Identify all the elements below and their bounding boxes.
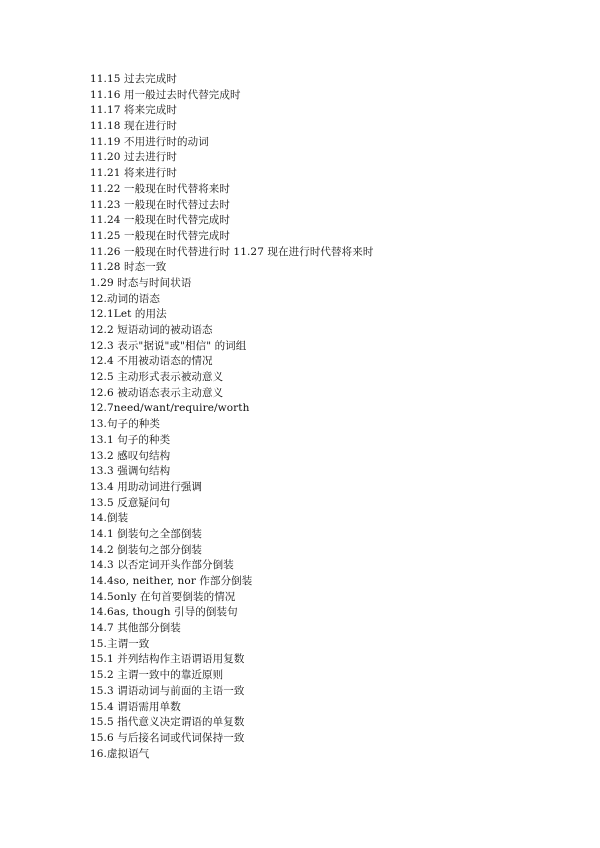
toc-line: 15.主谓一致 bbox=[90, 637, 150, 650]
toc-line: 12.动词的语态 bbox=[90, 292, 160, 305]
toc-line: 13.2 感叹句结构 bbox=[90, 449, 171, 462]
toc-line: 13.句子的种类 bbox=[90, 418, 160, 431]
toc-line: 15.1 并列结构作主语谓语用复数 bbox=[90, 653, 245, 666]
toc-line: 12.5 主动形式表示被动意义 bbox=[90, 371, 224, 384]
toc-line: 11.15 过去完成时 bbox=[90, 73, 177, 85]
table-of-contents bbox=[90, 72, 373, 762]
toc-line: 14.3 以否定词开头作部分倒装 bbox=[90, 559, 234, 572]
toc-line: 11.24 一般现在时代替完成时 bbox=[90, 214, 230, 227]
toc-line: 11.26 一般现在时代替进行时 11.27 现在进行时代替将来时 bbox=[90, 245, 374, 258]
toc-line: 16.虚拟语气 bbox=[90, 747, 150, 760]
toc-line: 12.6 被动语态表示主动意义 bbox=[90, 386, 224, 399]
toc-line: 15.3 谓语动词与前面的主语一致 bbox=[90, 684, 245, 697]
toc-line: 14.4so, neither, nor 作部分倒装 bbox=[90, 575, 253, 587]
toc-line: 12.4 不用被动语态的情况 bbox=[90, 355, 213, 368]
toc-line: 13.5 反意疑问句 bbox=[90, 496, 171, 509]
toc-line: 11.21 将来进行时 bbox=[90, 167, 177, 180]
toc-line: 11.16 用一般过去时代替完成时 bbox=[90, 88, 241, 101]
toc-line: 14.倒装 bbox=[90, 512, 129, 525]
toc-line: 14.7 其他部分倒装 bbox=[90, 622, 181, 635]
toc-line: 14.6as, though 引导的倒装句 bbox=[90, 606, 238, 619]
toc-line: 12.1Let 的用法 bbox=[90, 308, 167, 321]
toc-line: 11.18 现在进行时 bbox=[90, 120, 177, 133]
toc-line: 12.7need/want/require/worth bbox=[90, 402, 250, 415]
toc-line: 1.29 时态与时间状语 bbox=[90, 276, 192, 289]
toc-line: 11.28 时态一致 bbox=[90, 261, 167, 274]
toc-line: 12.2 短语动词的被动语态 bbox=[90, 324, 213, 336]
toc-line: 13.1 句子的种类 bbox=[90, 433, 171, 446]
toc-line: 14.5only 在句首要倒装的情况 bbox=[90, 590, 236, 603]
toc-line: 14.1 倒装句之全部倒装 bbox=[90, 527, 203, 540]
toc-line: 11.17 将来完成时 bbox=[90, 104, 177, 117]
toc-line: 15.4 谓语需用单数 bbox=[90, 700, 181, 713]
toc-line: 11.20 过去进行时 bbox=[90, 151, 177, 164]
toc-line: 13.4 用助动词进行强调 bbox=[90, 480, 203, 493]
toc-line: 12.3 表示"据说"或"相信" 的词组 bbox=[90, 339, 247, 352]
toc-line: 11.19 不用进行时的动词 bbox=[90, 135, 209, 148]
toc-line: 15.6 与后接名词或代词保持一致 bbox=[90, 731, 245, 744]
toc-line: 14.2 倒装句之部分倒装 bbox=[90, 543, 203, 556]
toc-line: 11.23 一般现在时代替过去时 bbox=[90, 198, 230, 211]
toc-line: 11.25 一般现在时代替完成时 bbox=[90, 229, 230, 242]
toc-line: 13.3 强调句结构 bbox=[90, 465, 171, 478]
toc-line: 15.2 主谓一致中的靠近原则 bbox=[90, 669, 224, 682]
toc-line: 15.5 指代意义决定谓语的单复数 bbox=[90, 716, 245, 729]
toc-line: 11.22 一般现在时代替将来时 bbox=[90, 182, 230, 195]
